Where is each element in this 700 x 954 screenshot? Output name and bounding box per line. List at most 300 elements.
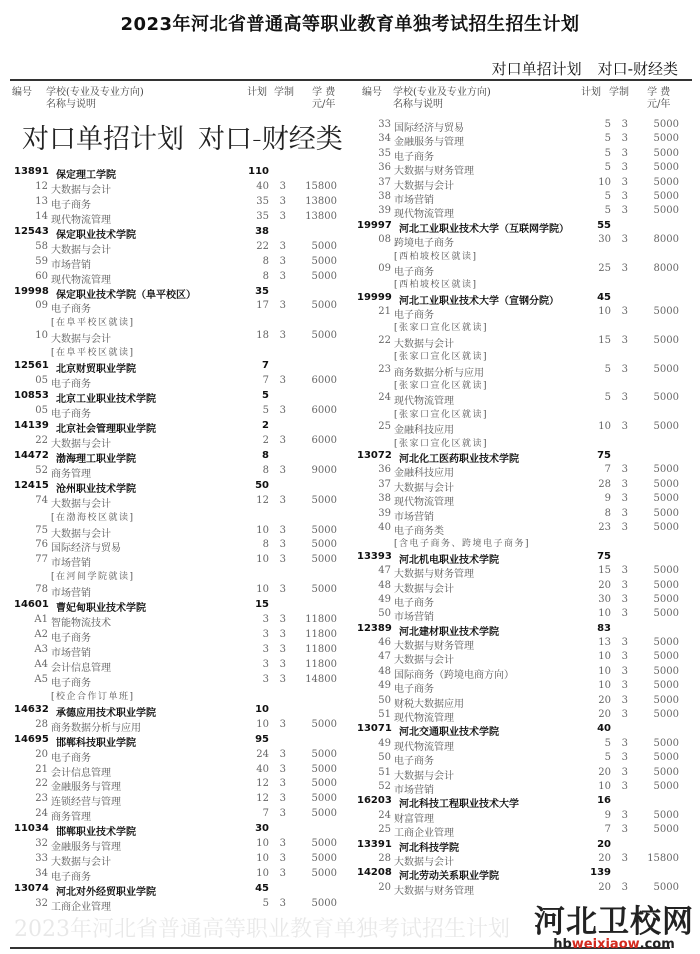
school-name: 保定理工学院 bbox=[56, 170, 116, 181]
major-name: 电子商务 bbox=[394, 684, 434, 696]
major-fee: 13800 bbox=[305, 195, 337, 207]
major-fee: 5000 bbox=[653, 780, 679, 792]
subheading bbox=[492, 58, 678, 79]
major-name: 大数据与会计 bbox=[51, 244, 111, 256]
major-name: 金融科技应用 bbox=[394, 425, 454, 437]
major-row bbox=[14, 404, 337, 419]
major-years: 3 bbox=[621, 521, 628, 533]
major-note bbox=[357, 535, 679, 549]
major-years: 3 bbox=[279, 748, 286, 760]
major-fee: 5000 bbox=[653, 392, 679, 404]
major-plan: 35 bbox=[256, 195, 269, 207]
major-name: 大数据与财务管理 bbox=[394, 885, 474, 897]
school-name: 渤海理工职业学院 bbox=[56, 453, 136, 465]
major-row bbox=[357, 852, 679, 866]
major-name: 商务数据分析与应用 bbox=[394, 367, 484, 379]
major-number: 23 bbox=[35, 793, 48, 805]
major-fee: 5000 bbox=[311, 897, 337, 909]
major-fee: 5000 bbox=[653, 421, 679, 433]
major-number: 33 bbox=[378, 119, 391, 130]
major-row bbox=[14, 180, 337, 195]
major-note bbox=[357, 435, 679, 449]
major-row bbox=[357, 363, 679, 377]
major-name: 现代物流管理 bbox=[394, 713, 454, 725]
major-name: 电子商务 bbox=[51, 872, 91, 884]
major-plan: 20 bbox=[598, 709, 611, 721]
note-text: [在河间学院就读] bbox=[51, 572, 135, 583]
major-fee: 5000 bbox=[653, 694, 679, 706]
major-name: 大数据与会计 bbox=[51, 438, 111, 450]
major-fee: 5000 bbox=[653, 507, 679, 519]
major-years: 3 bbox=[279, 195, 286, 207]
major-plan: 8 bbox=[262, 255, 269, 267]
major-name: 大数据与会计 bbox=[394, 770, 454, 782]
major-number: A5 bbox=[34, 673, 48, 685]
note-text: [在渤海校区就读] bbox=[51, 512, 135, 523]
header-fee-line2: 元/年 bbox=[647, 99, 671, 110]
major-number: 51 bbox=[378, 766, 391, 778]
major-number: 60 bbox=[35, 270, 48, 282]
school-row bbox=[357, 622, 679, 636]
major-number: 10 bbox=[35, 330, 48, 342]
major-number: 25 bbox=[378, 824, 391, 836]
major-plan: 3 bbox=[262, 673, 269, 685]
major-row bbox=[357, 147, 679, 161]
major-plan: 10 bbox=[256, 868, 269, 880]
major-name: 电子商务 bbox=[394, 597, 434, 609]
note-text: [张家口宣化区就读] bbox=[394, 352, 489, 363]
major-name: 金融服务与管理 bbox=[51, 782, 121, 794]
major-fee: 5000 bbox=[311, 539, 337, 551]
major-plan: 25 bbox=[598, 262, 611, 274]
major-years: 3 bbox=[279, 644, 286, 655]
school-plan-total: 40 bbox=[597, 723, 611, 735]
major-plan: 8 bbox=[262, 270, 269, 282]
major-row bbox=[14, 374, 337, 389]
major-years: 3 bbox=[621, 421, 628, 433]
major-years: 3 bbox=[621, 852, 628, 864]
major-number: A2 bbox=[34, 629, 48, 641]
school-plan-total: 5 bbox=[262, 390, 269, 402]
school-code: 12561 bbox=[14, 360, 49, 372]
major-years: 3 bbox=[621, 306, 628, 318]
major-years: 3 bbox=[279, 240, 286, 252]
major-fee: 5000 bbox=[311, 270, 337, 282]
major-plan: 5 bbox=[604, 205, 611, 217]
major-row bbox=[14, 748, 337, 763]
school-plan-total: 50 bbox=[255, 479, 269, 491]
major-row bbox=[357, 579, 679, 593]
school-plan-total: 75 bbox=[597, 550, 611, 562]
major-number: 21 bbox=[35, 763, 48, 775]
major-number: 47 bbox=[378, 565, 391, 577]
major-fee: 9000 bbox=[311, 464, 337, 476]
major-row bbox=[14, 807, 337, 822]
school-row bbox=[357, 722, 679, 739]
major-plan: 20 bbox=[598, 694, 611, 706]
major-number: 36 bbox=[378, 464, 391, 476]
major-name: 市场营销 bbox=[51, 259, 91, 271]
major-years: 3 bbox=[621, 709, 628, 721]
header-plan: 计划 bbox=[247, 87, 267, 98]
major-name: 电子商务 bbox=[51, 677, 91, 689]
major-name: 大数据与财务管理 bbox=[394, 641, 474, 653]
school-row bbox=[14, 449, 337, 464]
major-row bbox=[357, 233, 679, 250]
major-plan: 12 bbox=[256, 494, 269, 506]
major-plan: 10 bbox=[598, 306, 611, 318]
major-row bbox=[14, 673, 337, 688]
major-years: 3 bbox=[621, 363, 628, 375]
major-name: 会计信息管理 bbox=[51, 767, 111, 779]
major-name: 电子商务 bbox=[51, 409, 91, 420]
school-code: 19998 bbox=[14, 285, 49, 297]
major-row bbox=[357, 334, 679, 348]
major-fee: 5000 bbox=[311, 584, 337, 596]
major-note bbox=[14, 344, 337, 359]
major-note bbox=[14, 314, 337, 329]
major-number: A4 bbox=[34, 658, 48, 670]
major-fee: 5000 bbox=[653, 680, 679, 692]
major-years: 3 bbox=[279, 868, 286, 880]
major-row bbox=[357, 607, 679, 624]
major-name: 大数据与财务管理 bbox=[394, 569, 474, 581]
major-fee: 5000 bbox=[653, 737, 679, 749]
major-name: 国际经济与贸易 bbox=[51, 543, 121, 555]
major-years: 3 bbox=[279, 629, 286, 641]
major-plan: 24 bbox=[256, 748, 269, 760]
major-plan: 10 bbox=[256, 584, 269, 596]
page-title: 2023年河北省普通高等职业教育单独考试招生招生计划 bbox=[120, 14, 580, 35]
school-plan-total: 83 bbox=[597, 622, 611, 634]
major-years: 3 bbox=[621, 464, 628, 476]
major-number: 22 bbox=[35, 434, 48, 446]
school-row bbox=[14, 165, 337, 180]
header-fee bbox=[647, 87, 670, 111]
major-plan: 5 bbox=[604, 119, 611, 130]
major-fee: 6000 bbox=[311, 375, 337, 387]
school-name: 河北建材职业技术学院 bbox=[399, 626, 499, 638]
major-plan: 12 bbox=[256, 778, 269, 790]
major-number: 05 bbox=[35, 375, 48, 387]
note-text: [张家口宣化区就读] bbox=[394, 323, 489, 334]
major-years: 3 bbox=[279, 434, 286, 446]
major-number: 32 bbox=[35, 838, 48, 850]
major-plan: 15 bbox=[598, 565, 611, 577]
major-row bbox=[357, 636, 679, 653]
major-fee: 5000 bbox=[311, 240, 337, 252]
major-fee: 5000 bbox=[653, 176, 679, 188]
major-years: 3 bbox=[621, 133, 628, 145]
school-row bbox=[14, 598, 337, 613]
major-row bbox=[357, 823, 679, 840]
major-name: 电子商务 bbox=[394, 266, 434, 278]
major-fee: 5000 bbox=[311, 255, 337, 267]
school-name: 曹妃甸职业技术学院 bbox=[56, 603, 146, 615]
major-name: 市场营销 bbox=[51, 588, 91, 600]
major-fee: 5000 bbox=[653, 205, 679, 217]
major-number: 75 bbox=[35, 524, 48, 536]
major-number: 14 bbox=[35, 210, 48, 222]
major-years: 3 bbox=[279, 658, 286, 670]
major-plan: 40 bbox=[256, 763, 269, 775]
major-fee: 5000 bbox=[653, 162, 679, 174]
major-fee: 5000 bbox=[311, 524, 337, 536]
major-note bbox=[357, 348, 679, 362]
major-name: 现代物流管理 bbox=[394, 741, 454, 753]
major-years: 3 bbox=[279, 778, 286, 790]
major-note bbox=[357, 276, 679, 290]
school-plan-total: 8 bbox=[262, 449, 269, 461]
school-name: 北京工业职业技术学院 bbox=[56, 394, 156, 406]
major-name: 电子商务 bbox=[51, 304, 91, 316]
major-row bbox=[357, 809, 679, 823]
major-name: 大数据与会计 bbox=[394, 655, 454, 667]
major-years: 3 bbox=[621, 147, 628, 159]
major-years: 3 bbox=[621, 824, 628, 836]
major-years: 3 bbox=[621, 752, 628, 764]
school-row bbox=[14, 703, 337, 718]
top-rule bbox=[10, 79, 692, 81]
major-number: 74 bbox=[35, 494, 48, 506]
note-text: [校企合作订单班] bbox=[51, 691, 135, 702]
major-number: 24 bbox=[378, 809, 391, 821]
note-text: [含电子商务、跨境电子商务] bbox=[394, 539, 531, 550]
major-number: 32 bbox=[35, 897, 48, 909]
major-row bbox=[14, 240, 337, 255]
major-row bbox=[14, 329, 337, 344]
major-number: 40 bbox=[378, 521, 391, 533]
school-name: 河北交通职业技术学院 bbox=[399, 727, 499, 739]
major-years: 3 bbox=[621, 478, 628, 490]
school-code: 16203 bbox=[357, 795, 392, 807]
major-name: 大数据与会计 bbox=[51, 528, 111, 540]
school-row bbox=[357, 838, 679, 852]
major-row bbox=[357, 521, 679, 535]
major-row bbox=[14, 583, 337, 598]
major-row bbox=[357, 478, 679, 492]
logo-text: 河北卫校网 bbox=[534, 904, 694, 940]
school-plan-total: 55 bbox=[597, 219, 611, 231]
major-plan: 10 bbox=[598, 665, 611, 677]
major-number: 24 bbox=[378, 392, 391, 404]
major-fee: 5000 bbox=[311, 300, 337, 312]
major-number: 52 bbox=[35, 464, 48, 476]
major-name: 财税大数据应用 bbox=[394, 698, 464, 710]
logo-url bbox=[534, 938, 694, 952]
major-number: 58 bbox=[35, 240, 48, 252]
school-row bbox=[14, 359, 337, 374]
header-years: 学制 bbox=[609, 87, 629, 98]
school-code: 13391 bbox=[357, 838, 392, 850]
school-plan-total: 20 bbox=[597, 838, 611, 850]
major-name: 会计信息管理 bbox=[51, 662, 111, 674]
major-name: 大数据与会计 bbox=[51, 334, 111, 346]
school-plan-total: 10 bbox=[255, 703, 269, 715]
major-plan: 5 bbox=[262, 897, 269, 909]
school-name: 保定职业技术学院 bbox=[56, 229, 136, 241]
major-number: 35 bbox=[378, 147, 391, 159]
major-row bbox=[14, 718, 337, 733]
major-row bbox=[14, 628, 337, 643]
major-name: 市场营销 bbox=[394, 511, 434, 523]
school-plan-total: 110 bbox=[248, 166, 269, 177]
major-name: 现代物流管理 bbox=[394, 209, 454, 221]
school-name: 邯郸科技职业学院 bbox=[56, 737, 136, 749]
major-plan: 12 bbox=[256, 793, 269, 805]
school-name: 沧州职业技术学院 bbox=[56, 483, 136, 495]
major-name: 大数据与会计 bbox=[51, 184, 111, 196]
major-row bbox=[357, 118, 679, 132]
major-number: 48 bbox=[378, 579, 391, 591]
major-name: 商务管理 bbox=[51, 468, 91, 480]
left-column bbox=[14, 165, 337, 912]
major-years: 3 bbox=[621, 637, 628, 649]
major-years: 3 bbox=[621, 234, 628, 246]
major-row bbox=[357, 780, 679, 794]
major-fee: 5000 bbox=[653, 521, 679, 533]
major-name: 电子商务 bbox=[394, 310, 434, 322]
school-row bbox=[14, 733, 337, 748]
major-fee: 5000 bbox=[653, 809, 679, 821]
major-fee: 8000 bbox=[653, 262, 679, 274]
major-name: 电子商务 bbox=[51, 633, 91, 645]
school-plan-total: 139 bbox=[590, 867, 611, 879]
major-row bbox=[14, 658, 337, 673]
major-plan: 10 bbox=[598, 608, 611, 620]
school-row bbox=[14, 389, 337, 404]
logo-url-main: weixiaow bbox=[571, 937, 640, 952]
major-name: 市场营销 bbox=[394, 784, 434, 796]
major-plan: 8 bbox=[262, 464, 269, 476]
school-code: 19997 bbox=[357, 219, 392, 231]
note-text: [在阜平校区就读] bbox=[51, 318, 135, 329]
major-plan: 5 bbox=[604, 190, 611, 202]
major-row bbox=[357, 492, 679, 509]
major-plan: 10 bbox=[598, 651, 611, 663]
major-row bbox=[14, 434, 337, 449]
major-row bbox=[14, 553, 337, 568]
school-row bbox=[14, 225, 337, 240]
major-number: 28 bbox=[35, 718, 48, 730]
major-years: 3 bbox=[621, 176, 628, 188]
school-row bbox=[14, 285, 337, 300]
major-fee: 5000 bbox=[653, 709, 679, 721]
major-name: 商务管理 bbox=[51, 812, 91, 824]
major-note bbox=[14, 568, 337, 583]
major-plan: 7 bbox=[604, 464, 611, 476]
major-fee: 5000 bbox=[653, 190, 679, 202]
major-number: 49 bbox=[378, 737, 391, 749]
major-years: 3 bbox=[621, 190, 628, 202]
major-years: 3 bbox=[621, 680, 628, 692]
major-plan: 5 bbox=[604, 392, 611, 404]
major-years: 3 bbox=[279, 180, 286, 192]
major-note bbox=[357, 319, 679, 333]
major-years: 3 bbox=[621, 162, 628, 174]
school-code: 14601 bbox=[14, 599, 49, 611]
major-name: 连锁经营与管理 bbox=[51, 797, 121, 809]
major-name: 市场营销 bbox=[51, 648, 91, 659]
major-name: 金融服务与管理 bbox=[394, 137, 464, 149]
school-name: 河北科技学院 bbox=[399, 842, 459, 854]
major-plan: 9 bbox=[604, 809, 611, 821]
major-number: 20 bbox=[378, 881, 391, 893]
major-number: 39 bbox=[378, 205, 391, 217]
major-name: 电子商务 bbox=[51, 752, 91, 764]
major-plan: 7 bbox=[262, 375, 269, 387]
major-row bbox=[357, 564, 679, 581]
major-years: 3 bbox=[279, 405, 286, 416]
school-code: 19999 bbox=[357, 291, 392, 303]
major-plan: 10 bbox=[598, 780, 611, 792]
major-row bbox=[357, 751, 679, 768]
major-name: 大数据与会计 bbox=[394, 338, 454, 350]
header-school-line2: 名称与说明 bbox=[46, 99, 96, 110]
major-number: 59 bbox=[35, 255, 48, 267]
major-plan: 10 bbox=[256, 524, 269, 536]
school-plan-total: 16 bbox=[597, 795, 611, 807]
note-text: [在阜平校区就读] bbox=[51, 348, 135, 359]
major-plan: 10 bbox=[598, 176, 611, 188]
major-name: 大数据与会计 bbox=[394, 180, 454, 192]
major-fee: 14800 bbox=[305, 673, 337, 685]
major-number: 47 bbox=[378, 651, 391, 663]
major-row bbox=[357, 593, 679, 607]
section-heading bbox=[22, 124, 343, 156]
major-fee: 5000 bbox=[653, 651, 679, 663]
school-plan-total: 15 bbox=[255, 599, 269, 611]
major-name: 工商企业管理 bbox=[394, 828, 454, 840]
major-name: 国际经济与贸易 bbox=[394, 123, 464, 134]
header-code: 编号 bbox=[12, 87, 32, 98]
school-plan-total: 75 bbox=[597, 449, 611, 461]
major-years: 3 bbox=[279, 330, 286, 342]
major-years: 3 bbox=[279, 524, 286, 536]
header-fee bbox=[312, 87, 335, 111]
major-name: 电子商务 bbox=[394, 756, 434, 768]
major-years: 3 bbox=[621, 809, 628, 821]
major-years: 3 bbox=[621, 593, 628, 605]
major-fee: 5000 bbox=[311, 778, 337, 790]
major-row bbox=[357, 650, 679, 667]
major-plan: 15 bbox=[598, 334, 611, 346]
school-plan-total: 35 bbox=[255, 285, 269, 297]
major-number: 20 bbox=[35, 748, 48, 760]
school-code: 14208 bbox=[357, 867, 392, 879]
major-fee: 15800 bbox=[305, 180, 337, 192]
major-row bbox=[357, 190, 679, 204]
major-fee: 11800 bbox=[305, 658, 337, 670]
major-plan: 5 bbox=[262, 405, 269, 416]
major-name: 大数据与会计 bbox=[394, 482, 454, 494]
major-name: 电子商务类 bbox=[394, 525, 444, 537]
major-name: 大数据与会计 bbox=[394, 856, 454, 868]
subheading-category: 对口-财经类 bbox=[597, 60, 678, 78]
major-row bbox=[14, 897, 337, 912]
major-fee: 5000 bbox=[311, 868, 337, 880]
major-row bbox=[357, 679, 679, 696]
major-plan: 13 bbox=[598, 637, 611, 649]
major-fee: 6000 bbox=[311, 434, 337, 446]
major-fee: 5000 bbox=[653, 637, 679, 649]
major-plan: 22 bbox=[256, 240, 269, 252]
major-fee: 5000 bbox=[653, 881, 679, 893]
major-fee: 5000 bbox=[311, 330, 337, 342]
note-text: [西柏坡校区就读] bbox=[394, 251, 478, 262]
major-years: 3 bbox=[621, 881, 628, 893]
major-years: 3 bbox=[621, 780, 628, 792]
